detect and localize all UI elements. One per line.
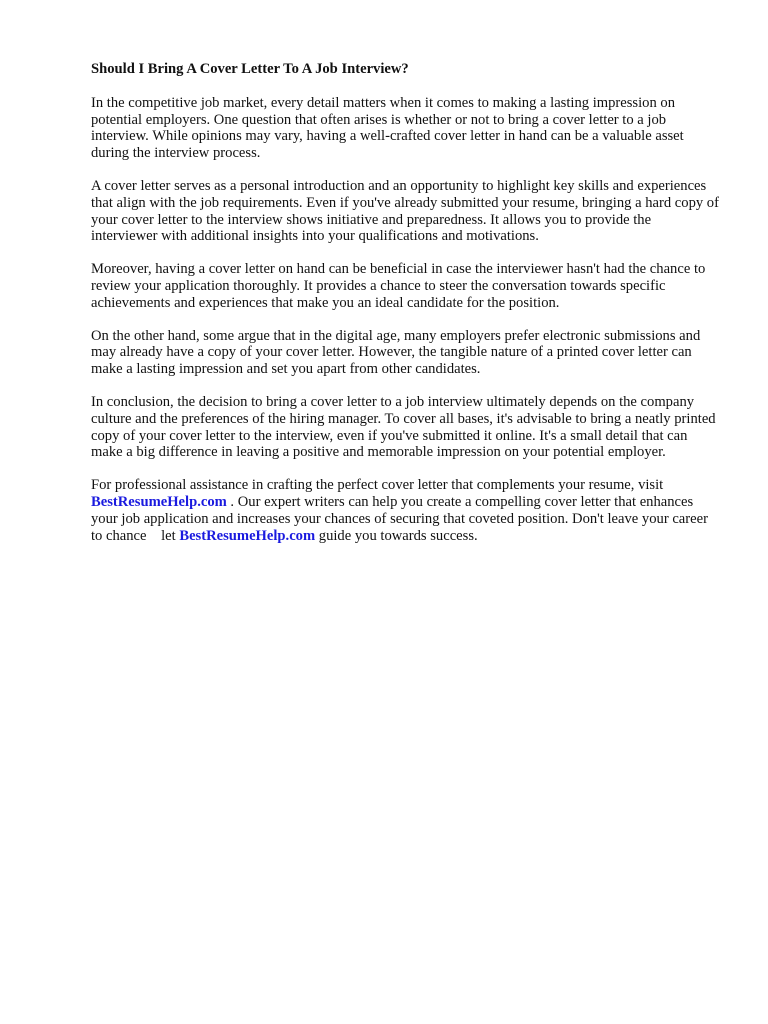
bestresumehelp-link-2[interactable]: BestResumeHelp.com (179, 527, 316, 544)
paragraph-benefits: Moreover, having a cover letter on hand can be beneficial in case the interviewer hasn't had the chance to review your application thoroughly. It provides a chance to steer the conversation towards specific achievements and experiences that make you an ideal candidate for the position. (91, 261, 706, 311)
paragraph-call-to-action (91, 477, 721, 544)
paragraph-intro: In the competitive job market, every detail matters when it comes to making a lasting impression on potential employers. One question that often arises is whether or not to bring a cover letter to a job interview. While opinions may vary, having a well-crafted cover letter in hand can be a valuable asset during the interview process. (91, 94, 684, 162)
cta-text-end: guide you towards success. (315, 527, 478, 544)
document-title: Should I Bring A Cover Letter To A Job Interview? (91, 61, 409, 77)
paragraph-conclusion: In conclusion, the decision to bring a cover letter to a job interview ultimately depends on the company culture and the preferences of the hiring manager. To cover all bases, it's advisable to bring a neatly printed copy of your cover letter to the interview, even if you've submitted it online. It's a small detail that can make a big difference in leaving a positive and memorable impression on your potential employer. (91, 393, 716, 461)
cta-text-start: For professional assistance in crafting the perfect cover letter that complements your resume, visit (91, 477, 664, 494)
document-body (91, 61, 721, 560)
paragraph-introduction-purpose: A cover letter serves as a personal introduction and an opportunity to highlight key skills and experiences that align with the job requirements. Even if you've already submitted your resume, bringing a hard copy of your cover letter to the interview shows initiative and preparedness. It allows you to provide the interviewer with additional insights into your qualifications and motivations. (91, 177, 719, 245)
paragraph-counterargument: On the other hand, some argue that in the digital age, many employers prefer electronic submissions and may already have a copy of your cover letter. However, the tangible nature of a printed cover letter can make a lasting impression and set you apart from other candidates. (91, 327, 701, 378)
cta-text-middle: . Our expert writers can help you create a compelling cover letter that enhances your job application and increases your chances of securing that coveted position. Don't leave your career to chance let (91, 493, 708, 544)
bestresumehelp-link-1[interactable]: BestResumeHelp.com (91, 493, 227, 510)
